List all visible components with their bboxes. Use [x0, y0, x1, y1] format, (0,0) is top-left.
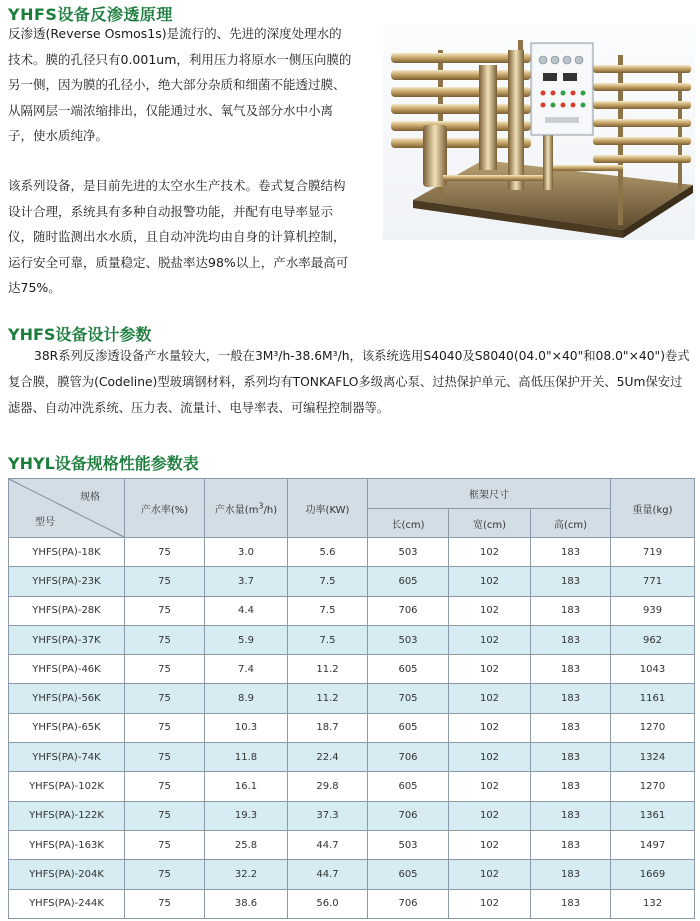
table-row — [9, 655, 695, 684]
cell-height: 183 — [531, 860, 611, 889]
cell-width: 102 — [449, 772, 531, 801]
ro-equipment-photo — [383, 25, 695, 240]
cell-height: 183 — [531, 567, 611, 596]
section2-paragraph: 38R系列反渗透设备产水量较大，一般在3M³/h-38.6M³/h，该系统选用S4040及S8040(04.0"×40"和08.0"×40")卷式复合膜，膜管为(Codeline)型玻璃钢材料，系列均有TONKAFLO多级离心泵、过热保护单元、高低压保护开关、5Um保安过滤器、自动冲洗系统、压力表、流量计、电导率表、可编程控制器等。 — [8, 349, 690, 415]
cell-flow: 32.2 — [205, 860, 288, 889]
header-length: 长(cm) — [368, 509, 449, 538]
cell-flow: 8.9 — [205, 684, 288, 713]
cell-model: YHFS(PA)-23K — [9, 567, 125, 596]
cell-flow: 3.7 — [205, 567, 288, 596]
cell-rate: 75 — [125, 625, 205, 654]
cell-rate: 75 — [125, 538, 205, 567]
table-row — [9, 801, 695, 830]
cell-height: 183 — [531, 713, 611, 742]
cell-length: 605 — [368, 713, 449, 742]
cell-rate: 75 — [125, 655, 205, 684]
cell-width: 102 — [449, 538, 531, 567]
cell-width: 102 — [449, 596, 531, 625]
cell-rate: 75 — [125, 596, 205, 625]
cell-height: 183 — [531, 625, 611, 654]
cell-weight: 771 — [611, 567, 695, 596]
cell-power: 56.0 — [288, 889, 368, 918]
cell-width: 102 — [449, 860, 531, 889]
cell-model: YHFS(PA)-65K — [9, 713, 125, 742]
cell-width: 102 — [449, 625, 531, 654]
table-row — [9, 889, 695, 918]
cell-flow: 11.8 — [205, 743, 288, 772]
cell-flow: 25.8 — [205, 830, 288, 859]
cell-width: 102 — [449, 713, 531, 742]
cell-width: 102 — [449, 567, 531, 596]
cell-width: 102 — [449, 830, 531, 859]
section1-paragraph-2: 该系列设备，是目前先进的太空水生产技术。卷式复合膜结构设计合理，系统具有多种自动报警功能，并配有电导率显示仪，随时监测出水水质，且自动冲洗均由自身的计算机控制，运行安全可靠，质量稳定、脱盐率达98%以上，产水率最高可达75%。 — [8, 178, 349, 295]
table-row — [9, 830, 695, 859]
cell-length: 706 — [368, 743, 449, 772]
cell-height: 183 — [531, 801, 611, 830]
cell-power: 5.6 — [288, 538, 368, 567]
cell-weight: 1270 — [611, 772, 695, 801]
cell-length: 706 — [368, 596, 449, 625]
cell-length: 605 — [368, 567, 449, 596]
cell-flow: 3.0 — [205, 538, 288, 567]
cell-length: 503 — [368, 625, 449, 654]
cell-power: 44.7 — [288, 830, 368, 859]
cell-power: 44.7 — [288, 860, 368, 889]
spec-table-body — [9, 538, 695, 919]
cell-width: 102 — [449, 684, 531, 713]
cell-rate: 75 — [125, 684, 205, 713]
cell-width: 102 — [449, 801, 531, 830]
cell-flow: 19.3 — [205, 801, 288, 830]
cell-weight: 1270 — [611, 713, 695, 742]
cell-model: YHFS(PA)-46K — [9, 655, 125, 684]
cell-power: 22.4 — [288, 743, 368, 772]
cell-length: 705 — [368, 684, 449, 713]
header-flow-prefix: 产水量(m — [214, 504, 259, 516]
cell-weight: 132 — [611, 889, 695, 918]
cell-model: YHFS(PA)-102K — [9, 772, 125, 801]
cell-rate: 75 — [125, 889, 205, 918]
section2-title: YHFS设备设计参数 — [8, 325, 152, 344]
cell-model: YHFS(PA)-56K — [9, 684, 125, 713]
cell-rate: 75 — [125, 830, 205, 859]
table-row — [9, 684, 695, 713]
cell-flow: 7.4 — [205, 655, 288, 684]
section1-title: YHFS设备反渗透原理 — [8, 5, 173, 24]
cell-width: 102 — [449, 889, 531, 918]
table-row — [9, 596, 695, 625]
header-flow-suffix: /h) — [263, 504, 278, 516]
header-rate: 产水率(%) — [125, 479, 205, 538]
cell-power: 37.3 — [288, 801, 368, 830]
header-model: 型号 — [35, 517, 55, 528]
cell-rate: 75 — [125, 743, 205, 772]
cell-weight: 939 — [611, 596, 695, 625]
cell-width: 102 — [449, 655, 531, 684]
cell-model: YHFS(PA)-163K — [9, 830, 125, 859]
table-row — [9, 625, 695, 654]
cell-flow: 16.1 — [205, 772, 288, 801]
cell-flow: 10.3 — [205, 713, 288, 742]
cell-model: YHFS(PA)-122K — [9, 801, 125, 830]
cell-flow: 4.4 — [205, 596, 288, 625]
cell-rate: 75 — [125, 713, 205, 742]
header-power: 功率(KW) — [288, 479, 368, 538]
cell-length: 706 — [368, 889, 449, 918]
cell-length: 605 — [368, 860, 449, 889]
cell-length: 503 — [368, 538, 449, 567]
cell-height: 183 — [531, 772, 611, 801]
header-width: 宽(cm) — [449, 509, 531, 538]
section1-paragraph-1: 反渗透(Reverse Osmos1s)是流行的、先进的深度处理水的技术。膜的孔径只有0.001um，利用压力将原水一侧压向膜的另一侧，因为膜的孔径小，绝大部分杂质和细菌不能透过膜、从隔网层一端浓缩排出，仅能通过水、氧气及部分水中小离子，使水质纯净。 — [8, 26, 352, 143]
header-spec-model — [9, 479, 125, 538]
cell-rate: 75 — [125, 801, 205, 830]
table-row — [9, 772, 695, 801]
cell-height: 183 — [531, 655, 611, 684]
cell-height: 183 — [531, 743, 611, 772]
spec-table — [8, 478, 695, 919]
cell-height: 183 — [531, 684, 611, 713]
cell-power: 11.2 — [288, 684, 368, 713]
header-spec: 规格 — [80, 492, 100, 503]
cell-flow: 5.9 — [205, 625, 288, 654]
cell-power: 7.5 — [288, 596, 368, 625]
cell-power: 11.2 — [288, 655, 368, 684]
cell-model: YHFS(PA)-37K — [9, 625, 125, 654]
header-weight: 重量(kg) — [611, 479, 695, 538]
ro-equipment-illustration — [383, 25, 695, 240]
cell-weight: 1161 — [611, 684, 695, 713]
section3-title: YHYL设备规格性能参数表 — [8, 454, 199, 473]
cell-rate: 75 — [125, 772, 205, 801]
cell-rate: 75 — [125, 860, 205, 889]
cell-power: 7.5 — [288, 567, 368, 596]
cell-weight: 719 — [611, 538, 695, 567]
cell-model: YHFS(PA)-28K — [9, 596, 125, 625]
cell-length: 706 — [368, 801, 449, 830]
cell-weight: 962 — [611, 625, 695, 654]
table-row — [9, 713, 695, 742]
cell-flow: 38.6 — [205, 889, 288, 918]
cell-weight: 1324 — [611, 743, 695, 772]
table-row — [9, 860, 695, 889]
cell-height: 183 — [531, 889, 611, 918]
cell-width: 102 — [449, 743, 531, 772]
cell-length: 503 — [368, 830, 449, 859]
cell-model: YHFS(PA)-18K — [9, 538, 125, 567]
cell-height: 183 — [531, 830, 611, 859]
cell-weight: 1497 — [611, 830, 695, 859]
header-height: 高(cm) — [531, 509, 611, 538]
table-row — [9, 538, 695, 567]
cell-weight: 1043 — [611, 655, 695, 684]
cell-height: 183 — [531, 538, 611, 567]
cell-model: YHFS(PA)-74K — [9, 743, 125, 772]
table-row — [9, 567, 695, 596]
cell-length: 605 — [368, 772, 449, 801]
cell-power: 7.5 — [288, 625, 368, 654]
cell-model: YHFS(PA)-244K — [9, 889, 125, 918]
cell-model: YHFS(PA)-204K — [9, 860, 125, 889]
cell-power: 29.8 — [288, 772, 368, 801]
header-frame: 框架尺寸 — [368, 479, 611, 509]
header-flow-sup: 3 — [258, 501, 264, 511]
cell-rate: 75 — [125, 567, 205, 596]
cell-power: 18.7 — [288, 713, 368, 742]
cell-weight: 1361 — [611, 801, 695, 830]
table-row — [9, 743, 695, 772]
cell-length: 605 — [368, 655, 449, 684]
header-flow — [205, 479, 288, 538]
cell-height: 183 — [531, 596, 611, 625]
cell-weight: 1669 — [611, 860, 695, 889]
